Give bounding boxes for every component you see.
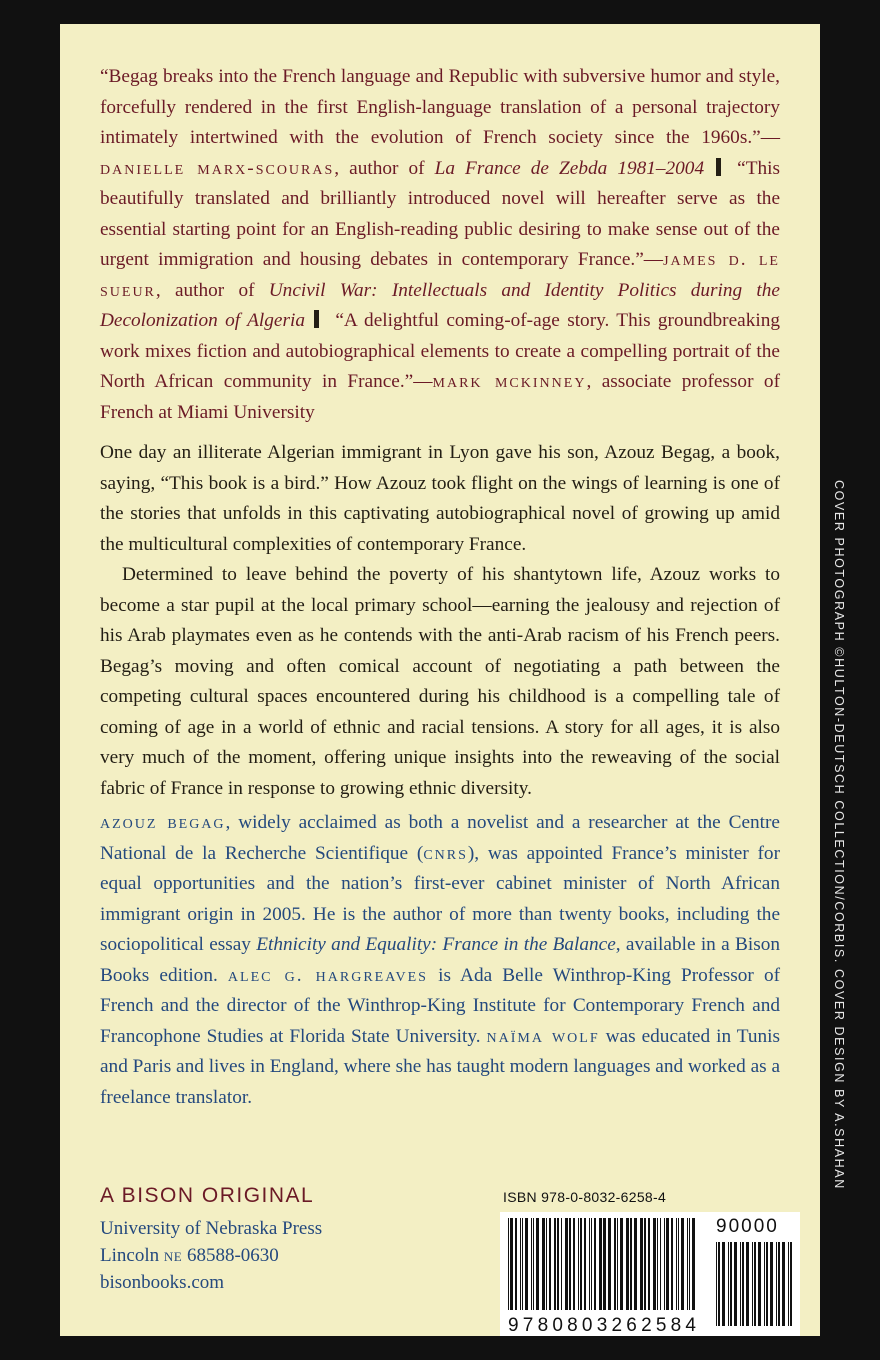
barcode-addon-digits: 90000 xyxy=(716,1216,779,1237)
barcode-bar xyxy=(746,1242,749,1326)
author-bio-section xyxy=(100,808,780,1113)
publisher-address xyxy=(100,1242,322,1269)
publisher-state: ne xyxy=(163,1245,183,1266)
blurb-author: danielle marx-scouras xyxy=(100,157,335,179)
isbn-label: ISBN 978-0-8032-6258-4 xyxy=(503,1189,667,1205)
publisher-name: University of Nebraska Press xyxy=(100,1218,323,1239)
translator-name: naïma wolf xyxy=(486,1025,600,1047)
barcode-bar xyxy=(728,1242,729,1326)
barcode-bar xyxy=(782,1242,785,1326)
blurb-quote: “Begag breaks into the French language and Republic with subversive humor and style, forcefully rendered in the first English-language translation of a personal trajectory intimately intertwined with the evolution of French society since the 1960s.”— xyxy=(100,66,780,148)
bio-text: , available in a Bison Books edition. xyxy=(100,934,780,986)
blurb-author: james d. le sueur xyxy=(100,249,780,301)
back-cover xyxy=(60,24,820,1336)
barcode-bar xyxy=(788,1242,789,1326)
publisher-website: bisonbooks.com xyxy=(100,1272,225,1293)
barcode-bar xyxy=(730,1242,732,1326)
barcode xyxy=(500,1212,800,1336)
barcode-bar xyxy=(734,1242,737,1326)
barcode-bar xyxy=(790,1242,792,1326)
blurbs-section xyxy=(100,62,780,428)
bio-text: is Ada Belle Winthrop-King Professor of French and the director of the Winthrop-King Institute for Contemporary French and Francophone Studies at Florida State University. xyxy=(100,964,781,1047)
publisher-imprint xyxy=(100,1184,322,1296)
separator-bar xyxy=(314,310,319,328)
synopsis-paragraph: Determined to leave behind the poverty of his shantytown life, Azouz works to become a star pupil at the local primary school—earning the jealousy and rejection of his Arab playmates even as he contends with the anti-Arab racism of his French peers. Begag’s moving and often comical account of negotiating a path between the competing cultural spaces encountered during his childhood is a compelling tale of coming of age in a world of ethnic and racial tensions. A story for all ages, it is also very much of the moment, offering unique insights into the reweaving of the social fabric of France in response to growing ethnic diversity. xyxy=(100,564,780,799)
barcode-bar xyxy=(766,1242,768,1326)
barcode-bar xyxy=(770,1242,773,1326)
blurb-work: Uncivil War: Intellectuals and Identity Politics during the Decolonization of Algeria xyxy=(100,279,780,331)
bio-book-title: Ethnicity and Equality: France in the Balance xyxy=(256,934,616,955)
blurb-affiliation: , author of xyxy=(334,157,435,179)
barcode-bar xyxy=(778,1242,780,1326)
editor-name: alec g. hargreaves xyxy=(227,964,428,986)
barcode-bar xyxy=(740,1242,741,1326)
barcode-bar xyxy=(742,1242,744,1326)
blurb-author: mark mckinney xyxy=(432,371,587,392)
author-name: azouz begag xyxy=(100,812,226,833)
blurb-work: La France de Zebda 1981–2004 xyxy=(434,157,705,179)
publisher-city: Lincoln xyxy=(100,1245,164,1266)
bio-abbr: cnrs xyxy=(423,842,468,864)
barcode-bar xyxy=(776,1242,777,1326)
barcode-addon-bars xyxy=(500,1212,800,1336)
bio-text: was educated in Tunis and Paris and lives in England, where she has taught modern languages and worked as a freelance translator. xyxy=(100,1025,781,1108)
series-label: A BISON ORIGINAL xyxy=(100,1184,315,1207)
barcode-bar xyxy=(722,1242,725,1326)
barcode-bar xyxy=(758,1242,761,1326)
barcode-bar xyxy=(716,1242,717,1326)
publisher-zip: 68588-0630 xyxy=(182,1245,279,1266)
barcode-bar xyxy=(752,1242,753,1326)
blurb-affiliation: , author of xyxy=(155,279,269,301)
blurb-quote: “A delightful coming-of-age story. This groundbreaking work mixes fiction and autobiographical elements to create a compelling portrait of the North African community in France.”— xyxy=(100,310,780,392)
blurb-affiliation: , associate professor of French at Miami University xyxy=(100,371,780,423)
bio-text: , widely acclaimed as both a novelist and a researcher at the Centre National de la Recherche Scientifique ( xyxy=(100,812,780,864)
barcode-bar xyxy=(718,1242,720,1326)
synopsis-paragraph: One day an illiterate Algerian immigrant in Lyon gave his son, Azouz Begag, a book, saying, “This book is a bird.” How Azouz took flight on the wings of learning is one of the stories that unfolds in this captivating autobiographical novel of growing up amid the multicultural complexities of contemporary France. xyxy=(100,442,780,555)
separator-bar xyxy=(716,158,721,176)
cover-credit-text: COVER PHOTOGRAPH ©HULTON-DEUTSCH COLLECTION/CORBIS. COVER DESIGN BY A.SHAHAN xyxy=(832,480,846,1190)
barcode-digits: 9780803262584 xyxy=(508,1315,696,1336)
barcode-bar xyxy=(754,1242,756,1326)
bio-text: ), was appointed France’s minister for equal opportunities and the nation’s first-ever cabinet minister of North African immigrant origin in 2005. He is the author of more than twenty books, including the sociopolitical essay xyxy=(100,842,780,955)
barcode-bar xyxy=(764,1242,765,1326)
synopsis-section xyxy=(100,438,780,804)
cover-credit xyxy=(828,480,848,1190)
blurb-quote: “This beautifully translated and brilliantly introduced novel will hereafter serve as the essential starting point for an English-reading public desiring to make sense out of the urgent immigration and housing debates in contemporary France.”— xyxy=(100,157,781,270)
